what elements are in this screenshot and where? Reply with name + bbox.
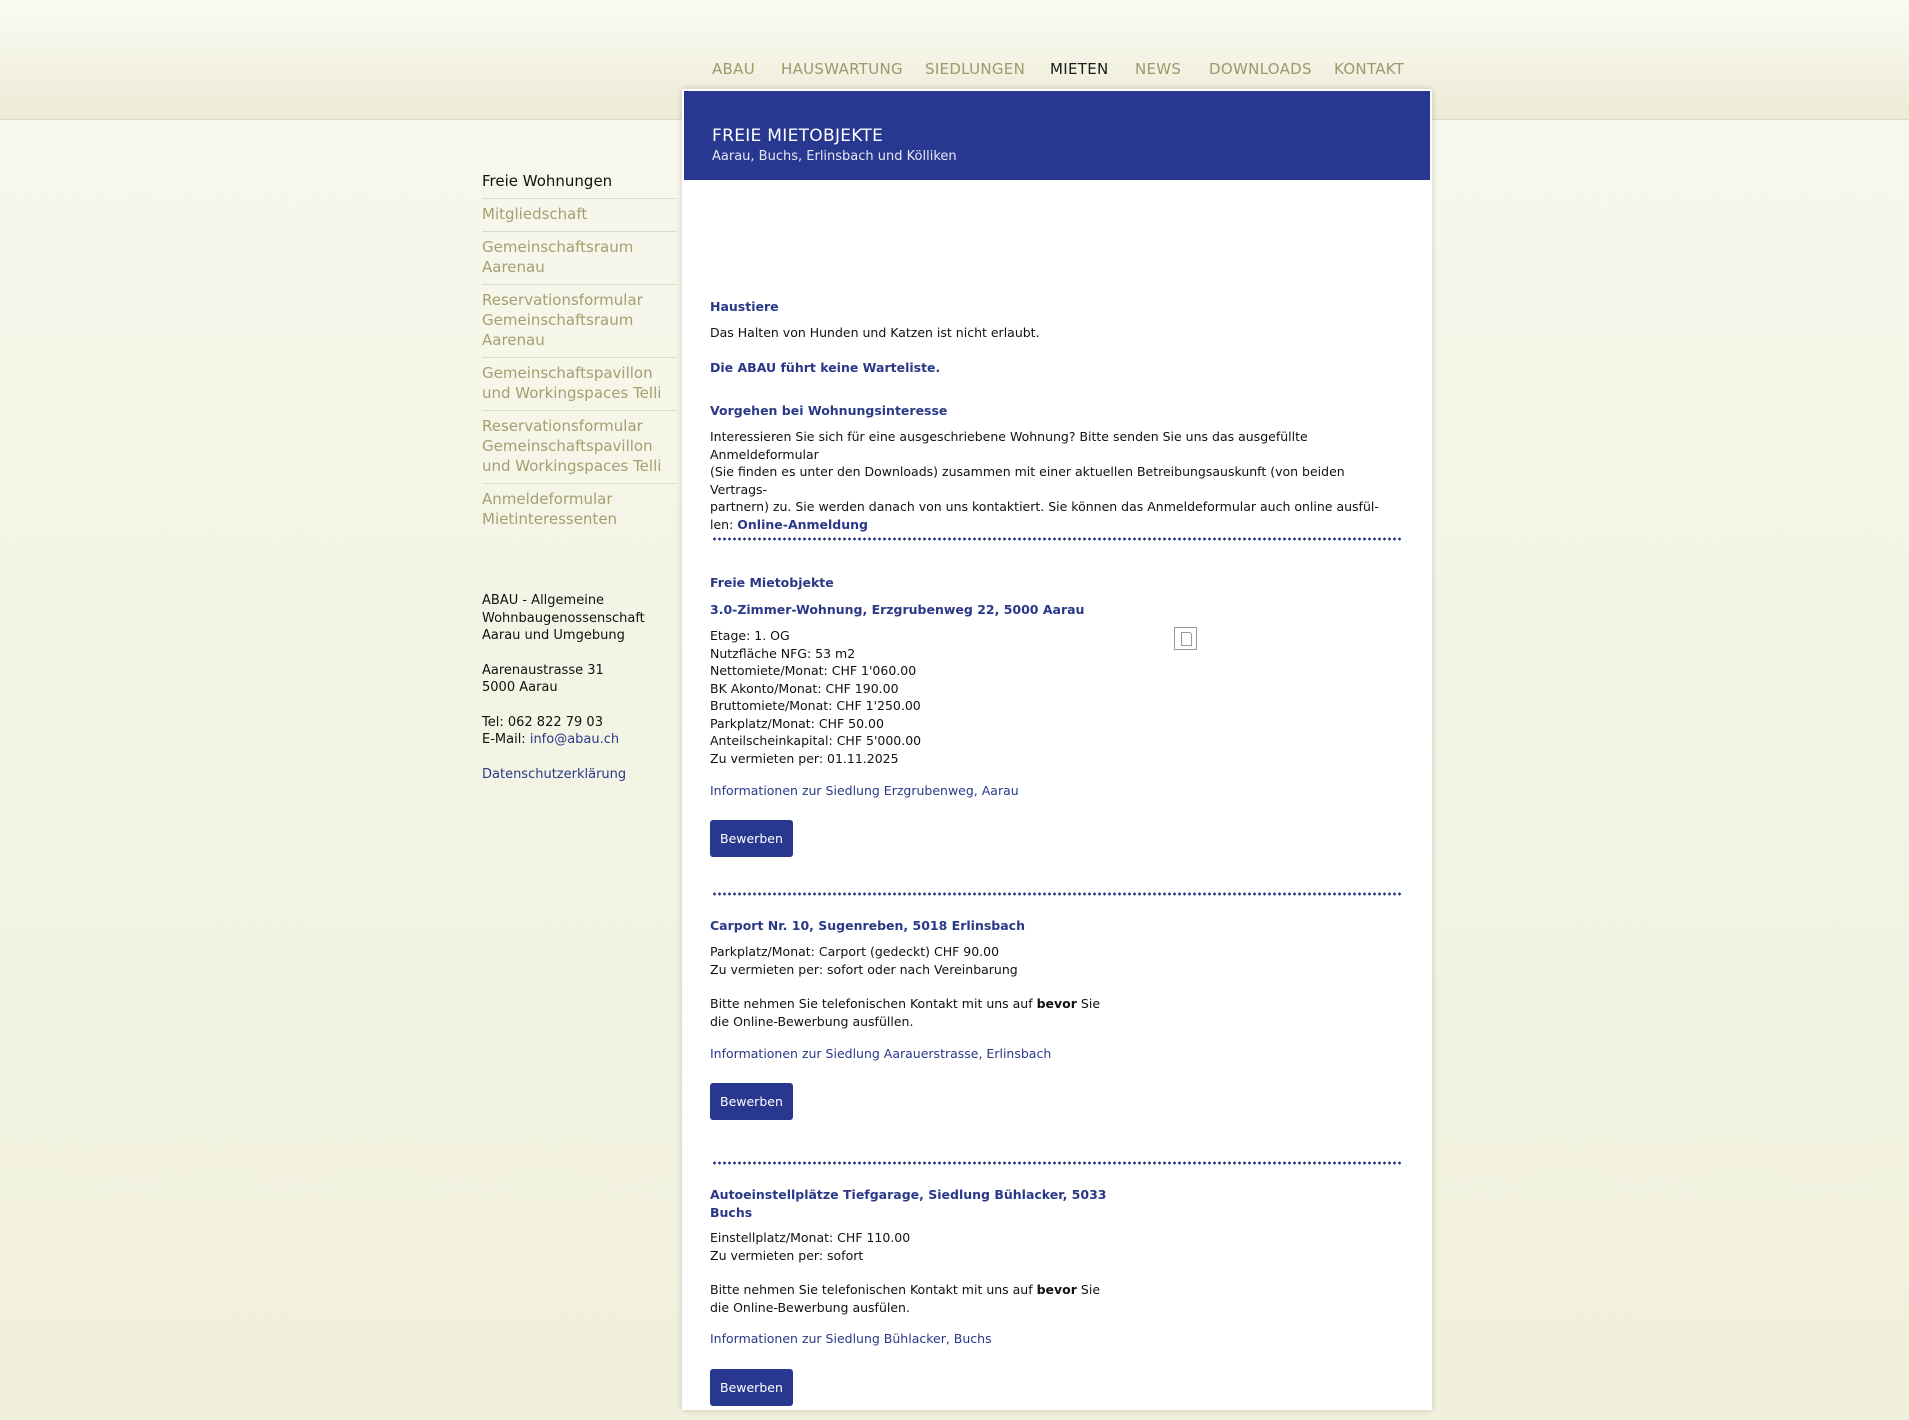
nav-item-abau[interactable]: ABAU — [712, 60, 755, 78]
email-label: E-Mail: — [482, 732, 530, 747]
listing-2-info-link[interactable]: Informationen zur Siedlung Aarauerstrasse, Erlinsbach — [710, 1046, 1052, 1061]
sidebar-item-mitgliedschaft[interactable]: Mitgliedschaft — [482, 199, 677, 232]
address-city: 5000 Aarau — [482, 680, 558, 695]
listing-1-title: 3.0-Zimmer-Wohnung, Erzgrubenweg 22, 5000 Aarau — [710, 602, 1085, 617]
divider-1 — [712, 537, 1402, 541]
note-emphasis: bevor — [1036, 1282, 1077, 1297]
note-text: die Online-Bewerbung ausfüllen. — [710, 1013, 914, 1029]
page-banner — [684, 91, 1430, 180]
org-name-line1: ABAU - Allgemeine — [482, 593, 605, 608]
waitlist-note: Die ABAU führt keine Warteliste. — [710, 360, 941, 375]
listing-1-line: Etage: 1. OG — [710, 628, 790, 643]
procedure-line-4: len: — [710, 516, 738, 532]
divider-3 — [712, 1161, 1402, 1165]
listing-2-line: Zu vermieten per: sofort oder nach Vereinbarung — [710, 961, 1018, 977]
sidebar-item-reservation-pavillon[interactable]: Reservationsformular Gemeinschaftspavillon und Workingspaces Telli — [482, 411, 677, 484]
listing-1-line: Nettomiete/Monat: CHF 1'060.00 — [710, 663, 917, 678]
procedure-line-1: Interessieren Sie sich für eine ausgeschriebene Wohnung? Bitte senden Sie uns das ausgefüllte Anmeldeformular — [710, 429, 1308, 462]
pets-text: Das Halten von Hunden und Katzen ist nicht erlaubt. — [710, 325, 1040, 340]
listing-3-title-line: Buchs — [710, 1204, 753, 1220]
listing-2-title: Carport Nr. 10, Sugenreben, 5018 Erlinsbach — [710, 918, 1025, 933]
sidebar-item-freie-wohnungen[interactable]: Freie Wohnungen — [482, 165, 677, 199]
online-registration-link[interactable]: Online-Anmeldung — [737, 516, 868, 532]
apply-button-3[interactable]: Bewerben — [710, 1369, 793, 1406]
nav-item-news[interactable]: NEWS — [1135, 60, 1182, 78]
nav-item-siedlungen[interactable]: SIEDLUNGEN — [925, 60, 1026, 78]
listing-1-line: BK Akonto/Monat: CHF 190.00 — [710, 680, 899, 696]
sidebar-item-pavillon[interactable]: Gemeinschaftspavillon und Workingspaces Telli — [482, 358, 677, 411]
listing-3-details — [710, 1229, 910, 1264]
nav-item-hauswartung[interactable]: HAUSWARTUNG — [781, 60, 903, 78]
listing-3-title-line: Autoeinstellplätze Tiefgarage, Siedlung Bühlacker, 5033 — [710, 1187, 1107, 1202]
listing-1-info-link[interactable]: Informationen zur Siedlung Erzgrubenweg, Aarau — [710, 783, 1019, 798]
nav-item-downloads[interactable]: DOWNLOADS — [1209, 60, 1312, 78]
listing-2-note — [710, 995, 1100, 1030]
listing-2-line: Parkplatz/Monat: Carport (gedeckt) CHF 90.00 — [710, 944, 1000, 959]
procedure-line-3: partnern) zu. Sie werden danach von uns kontaktiert. Sie können das Anmeldeformular auch online ausfül- — [710, 499, 1379, 514]
listing-3-title — [710, 1186, 1106, 1221]
listing-3-info-link[interactable]: Informationen zur Siedlung Bühlacker, Buchs — [710, 1331, 992, 1346]
note-text: die Online-Bewerbung ausfülen. — [710, 1299, 910, 1315]
contact-address — [482, 592, 677, 783]
address-street: Aarenaustrasse 31 — [482, 662, 604, 678]
objects-heading: Freie Mietobjekte — [710, 575, 834, 590]
phone-number: Tel: 062 822 79 03 — [482, 714, 603, 730]
note-text: Bitte nehmen Sie telefonischen Kontakt mit uns auf — [710, 996, 1037, 1011]
listing-1-line: Anteilscheinkapital: CHF 5'000.00 — [710, 733, 922, 748]
listing-1-line: Bruttomiete/Monat: CHF 1'250.00 — [710, 698, 921, 713]
document-icon[interactable] — [1174, 627, 1197, 650]
sidebar-item-gemeinschaftsraum[interactable]: Gemeinschaftsraum Aarenau — [482, 232, 677, 285]
page-title: FREIE MIETOBJEKTE — [712, 126, 884, 146]
privacy-link[interactable]: Datenschutzerklärung — [482, 766, 627, 782]
org-name-line2: Wohnbaugenossenschaft — [482, 610, 645, 626]
sidebar-item-reservation-raum[interactable]: Reservationsformular Gemeinschaftsraum Aarenau — [482, 285, 677, 358]
sidebar-item-anmeldeformular[interactable]: Anmeldeformular Mietinteressenten — [482, 490, 618, 528]
page-subtitle: Aarau, Buchs, Erlinsbach und Kölliken — [712, 149, 957, 164]
listing-1-line: Nutzfläche NFG: 53 m2 — [710, 645, 856, 661]
email-link[interactable]: info@abau.ch — [529, 732, 620, 747]
listing-2-details — [710, 943, 1018, 978]
procedure-line-2: (Sie finden es unter den Downloads) zusammen mit einer aktuellen Betreibungsauskunft (von beiden Vertrags- — [710, 464, 1345, 497]
procedure-text — [710, 428, 1402, 533]
listing-1-line: Parkplatz/Monat: CHF 50.00 — [710, 715, 884, 731]
listing-3-line: Zu vermieten per: sofort — [710, 1247, 864, 1263]
sidebar — [482, 165, 677, 800]
pets-heading: Haustiere — [710, 299, 779, 314]
listing-3-note — [710, 1281, 1100, 1316]
apply-button-1[interactable]: Bewerben — [710, 820, 793, 857]
note-emphasis: bevor — [1036, 996, 1077, 1011]
note-text: Bitte nehmen Sie telefonischen Kontakt mit uns auf — [710, 1282, 1037, 1297]
divider-2 — [712, 892, 1402, 896]
apply-button-2[interactable]: Bewerben — [710, 1083, 793, 1120]
org-name-line3: Aarau und Umgebung — [482, 628, 625, 643]
listing-3-line: Einstellplatz/Monat: CHF 110.00 — [710, 1230, 911, 1245]
nav-item-mieten[interactable]: MIETEN — [1050, 60, 1109, 78]
listing-1-details — [710, 627, 921, 767]
procedure-heading: Vorgehen bei Wohnungsinteresse — [710, 403, 948, 418]
listing-1-line: Zu vermieten per: 01.11.2025 — [710, 750, 899, 766]
nav-item-kontakt[interactable]: KONTAKT — [1334, 60, 1405, 78]
note-text: Sie — [1076, 1282, 1101, 1297]
note-text: Sie — [1076, 996, 1101, 1011]
main-content-panel — [682, 89, 1432, 1410]
